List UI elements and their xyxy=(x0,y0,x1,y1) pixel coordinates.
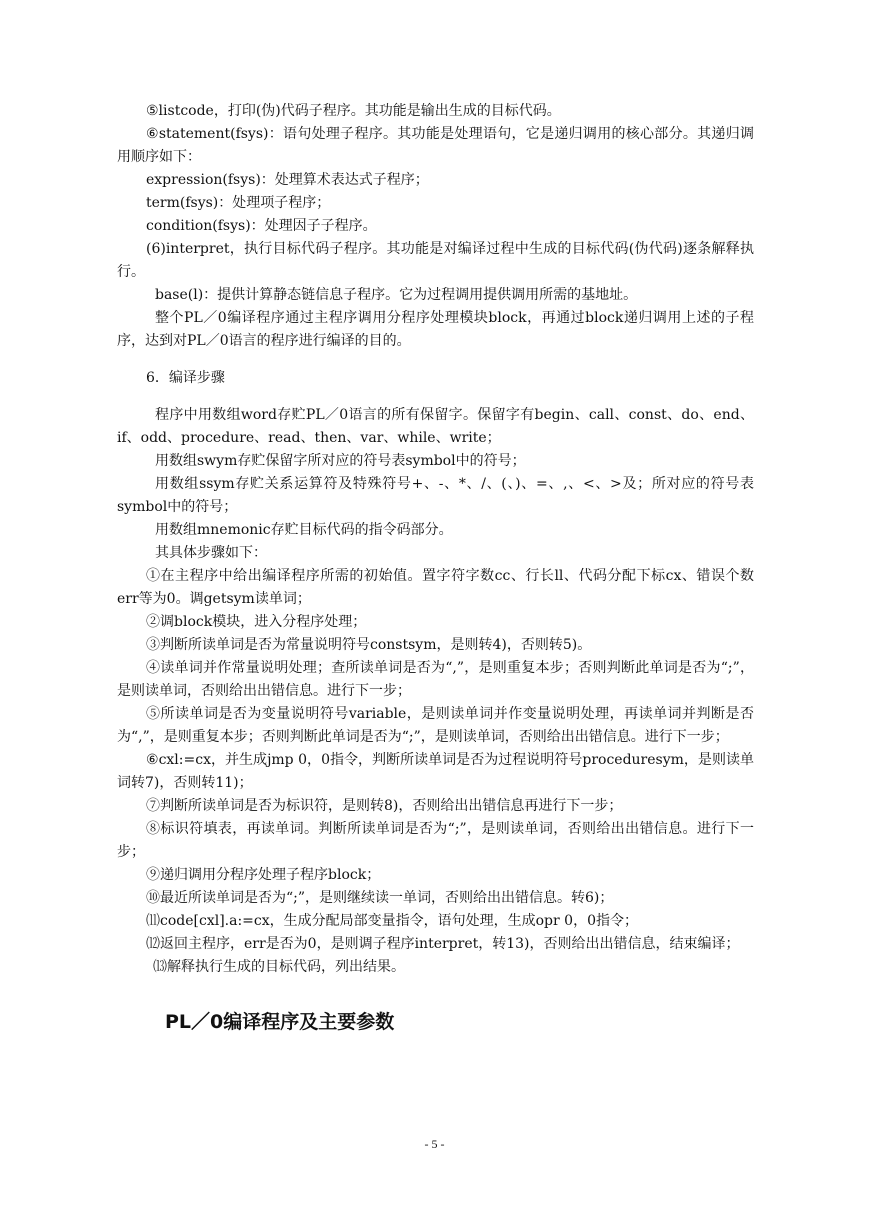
chapter-heading: PL／0编译程序及主要参数 xyxy=(165,1011,395,1033)
expression-line: expression(fsys)：处理算术表达式子程序； xyxy=(146,172,429,188)
step-item: ⑤所读单词是否为变量说明符号variable，是则读单词并作变量说明处理，再读单词并判断是否为“,”，是则重复本步；否则判断此单词是否为“;”，是则读单词，否则给出出错信息。进行下一步； xyxy=(117,706,754,745)
overview-paragraph: 整个PL／0编译程序通过主程序调用分程序处理模块block，再通过block递归调用上述的子程序，达到对PL／0语言的程序进行编译的目的。 xyxy=(117,310,754,349)
step-item: ⑦判断所读单词是否为标识符，是则转8)，否则给出出错信息再进行下一步； xyxy=(146,798,623,814)
steps-intro: 其具体步骤如下： xyxy=(155,545,267,561)
step-item: ④读单词并作常量说明处理；查所读单词是否为“,”，是则重复本步；否则判断此单词是否为“;”，是则读单词，否则给出出错信息。进行下一步； xyxy=(117,660,754,699)
step-item: ②调block模块，进入分程序处理； xyxy=(146,614,367,630)
step-item: ①在主程序中给出编译程序所需的初始值。置字符字数cc、行长ll、代码分配下标cx、错误个数err等为0。调getsym读单词； xyxy=(117,568,754,607)
step-item: ③判断所读单词是否为常量说明符号constsym，是则转4)，否则转5)。 xyxy=(146,637,592,653)
term-line: term(fsys)：处理项子程序； xyxy=(146,195,331,211)
word-array-paragraph: 程序中用数组word存贮PL／0语言的所有保留字。保留字有begin、call、const、do、end、if、odd、procedure、read、then、var、while、write； xyxy=(117,407,754,446)
step-item: ⑨递归调用分程序处理子程序block； xyxy=(146,867,381,883)
interpret-paragraph: (6)interpret，执行目标代码子程序。其功能是对编译过程中生成的目标代码(伪代码)逐条解释执行。 xyxy=(117,241,754,280)
statement-paragraph: ⑥statement(fsys)：语句处理子程序。其功能是处理语句，它是递归调用的核心部分。其递归调用顺序如下： xyxy=(117,126,754,165)
listcode-paragraph: ⑤listcode，打印(伪)代码子程序。其功能是输出生成的目标代码。 xyxy=(146,103,561,119)
step-item: ⑥cxl:=cx，并生成jmp 0，0指令，判断所读单词是否为过程说明符号proceduresym，是则读单词转7)，否则转11)； xyxy=(117,752,754,791)
base-paragraph: base(l)：提供计算静态链信息子程序。它为过程调用提供调用所需的基地址。 xyxy=(155,287,638,303)
condition-line: condition(fsys)：处理因子子程序。 xyxy=(146,218,377,234)
page-content xyxy=(117,100,754,1035)
step-item: ⑾code[cxl].a:=cx，生成分配局部变量指令，语句处理，生成opr 0，0指令； xyxy=(146,913,638,929)
step-item: ⑩最近所读单词是否为“;”，是则继续读一单词，否则给出出错信息。转6)； xyxy=(146,890,614,906)
page-number: - 5 - xyxy=(424,1137,445,1151)
step-item: ⒀解释执行生成的目标代码，列出结果。 xyxy=(153,959,405,975)
step-item: ⑧标识符填表，再读单词。判断所读单词是否为“;”，是则读单词，否则给出出错信息。进行下一步； xyxy=(117,821,754,860)
section-title: 6．编译步骤 xyxy=(146,370,225,386)
swym-paragraph: 用数组swym存贮保留字所对应的符号表symbol中的符号； xyxy=(155,453,526,469)
step-item: ⑿返回主程序，err是否为0，是则调子程序interpret，转13)，否则给出出错信息，结束编译； xyxy=(146,936,740,952)
mnemonic-paragraph: 用数组mnemonic存贮目标代码的指令码部分。 xyxy=(155,522,453,538)
ssym-paragraph: 用数组ssym存贮关系运算符及特殊符号+、-、*、/、(、)、=、,、<、>及；所对应的符号表symbol中的符号； xyxy=(117,476,754,515)
